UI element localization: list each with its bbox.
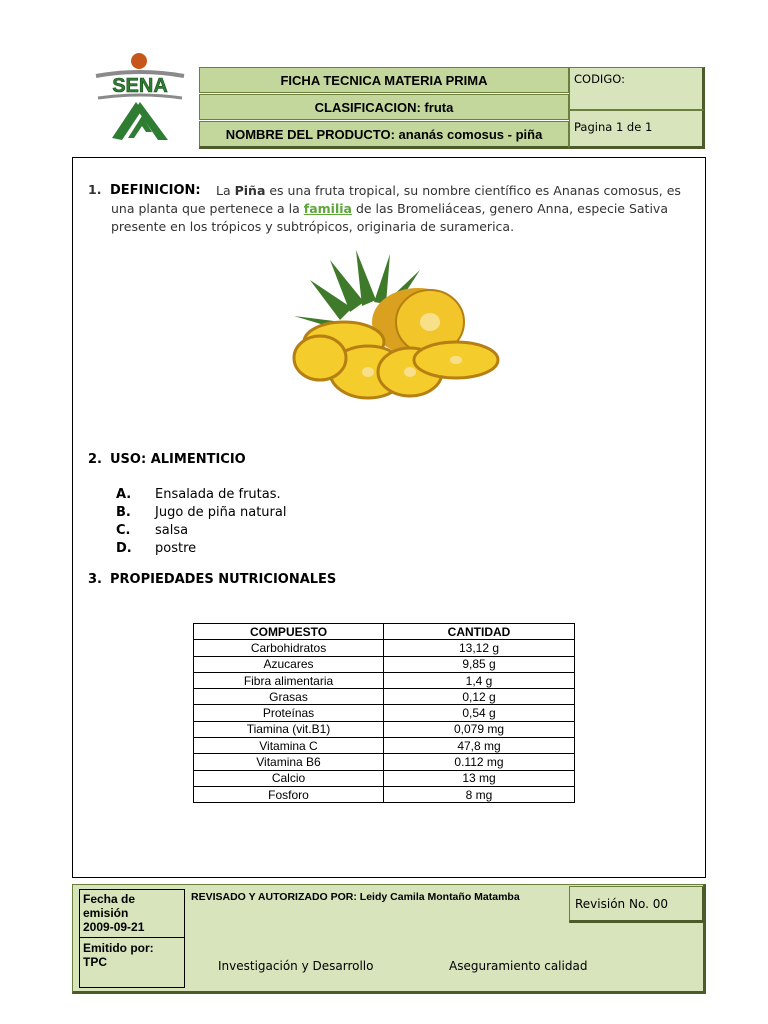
list-item: A. Ensalada de frutas.	[116, 487, 281, 502]
definition-label: DEFINICION:	[110, 183, 201, 198]
emission-box	[79, 889, 185, 988]
page-cell: Pagina 1 de 1	[569, 110, 705, 149]
column-header: COMPUESTO	[194, 624, 384, 640]
footer	[72, 884, 706, 994]
nutrition-label: PROPIEDADES NUTRICIONALES	[110, 572, 337, 587]
use-section	[88, 452, 246, 467]
list-item: D. postre	[116, 541, 197, 556]
section-number: 2.	[88, 452, 102, 467]
table-header-row	[194, 624, 575, 640]
table-row: Vitamina B6 0.112 mg	[194, 754, 575, 770]
pina-word: Piña	[234, 183, 266, 198]
table-row: Fibra alimentaria 1,4 g	[194, 672, 575, 688]
table-row: Proteínas 0,54 g	[194, 705, 575, 721]
use-list	[116, 486, 286, 558]
table-row: Azucares 9,85 g	[194, 656, 575, 672]
quality-department: Aseguramiento calidad	[449, 959, 588, 973]
table-row: Carbohidratos 13,12 g	[194, 640, 575, 656]
section-number: 1.	[88, 182, 102, 197]
research-department: Investigación y Desarrollo	[218, 959, 374, 973]
list-item: B. Jugo de piña natural	[116, 505, 287, 520]
definition-text: La Piña es una fruta tropical, su nombre científico es Ananas comosus, es una planta que pertenece a la familia de las Bromeliáceas, genero Anna, especie Sativa presente en los trópicos y subtrópicos, originaria de suramerica.	[111, 183, 681, 234]
table-row: Vitamina C 47,8 mg	[194, 738, 575, 754]
emitted-by: Emitido por: TPC	[83, 941, 154, 969]
emission-date: 2009-09-21	[83, 920, 145, 934]
revision-number: Revisión No. 00	[569, 886, 705, 923]
svg-text:SENA: SENA	[112, 75, 168, 97]
section-number: 3.	[88, 572, 102, 587]
table-row: Grasas 0,12 g	[194, 689, 575, 705]
column-header: CANTIDAD	[384, 624, 575, 640]
nutrition-table	[193, 623, 575, 803]
list-item: C. salsa	[116, 523, 189, 538]
table-row: Calcio 13 mg	[194, 770, 575, 786]
code-cell: CODIGO:	[569, 67, 705, 110]
reviewed-by: REVISADO Y AUTORIZADO POR: Leidy Camila Montaño Matamba	[191, 891, 520, 903]
familia-link[interactable]: familia	[303, 201, 352, 216]
product-name: NOMBRE DEL PRODUCTO: ananás comosus - piña	[199, 121, 569, 149]
divider	[80, 937, 184, 938]
table-row: Fosforo 8 mg	[194, 786, 575, 802]
use-label: USO: ALIMENTICIO	[110, 452, 246, 467]
sena-logo	[92, 52, 188, 144]
document-title: FICHA TECNICA MATERIA PRIMA	[199, 67, 569, 93]
nutrition-section	[88, 572, 336, 587]
definition-section	[88, 181, 688, 236]
emission-date-label: Fecha de emisión	[83, 892, 136, 920]
pineapple-image	[290, 250, 510, 410]
table-row: Tiamina (vit.B1) 0,079 mg	[194, 721, 575, 737]
classification: CLASIFICACION: fruta	[199, 94, 569, 120]
